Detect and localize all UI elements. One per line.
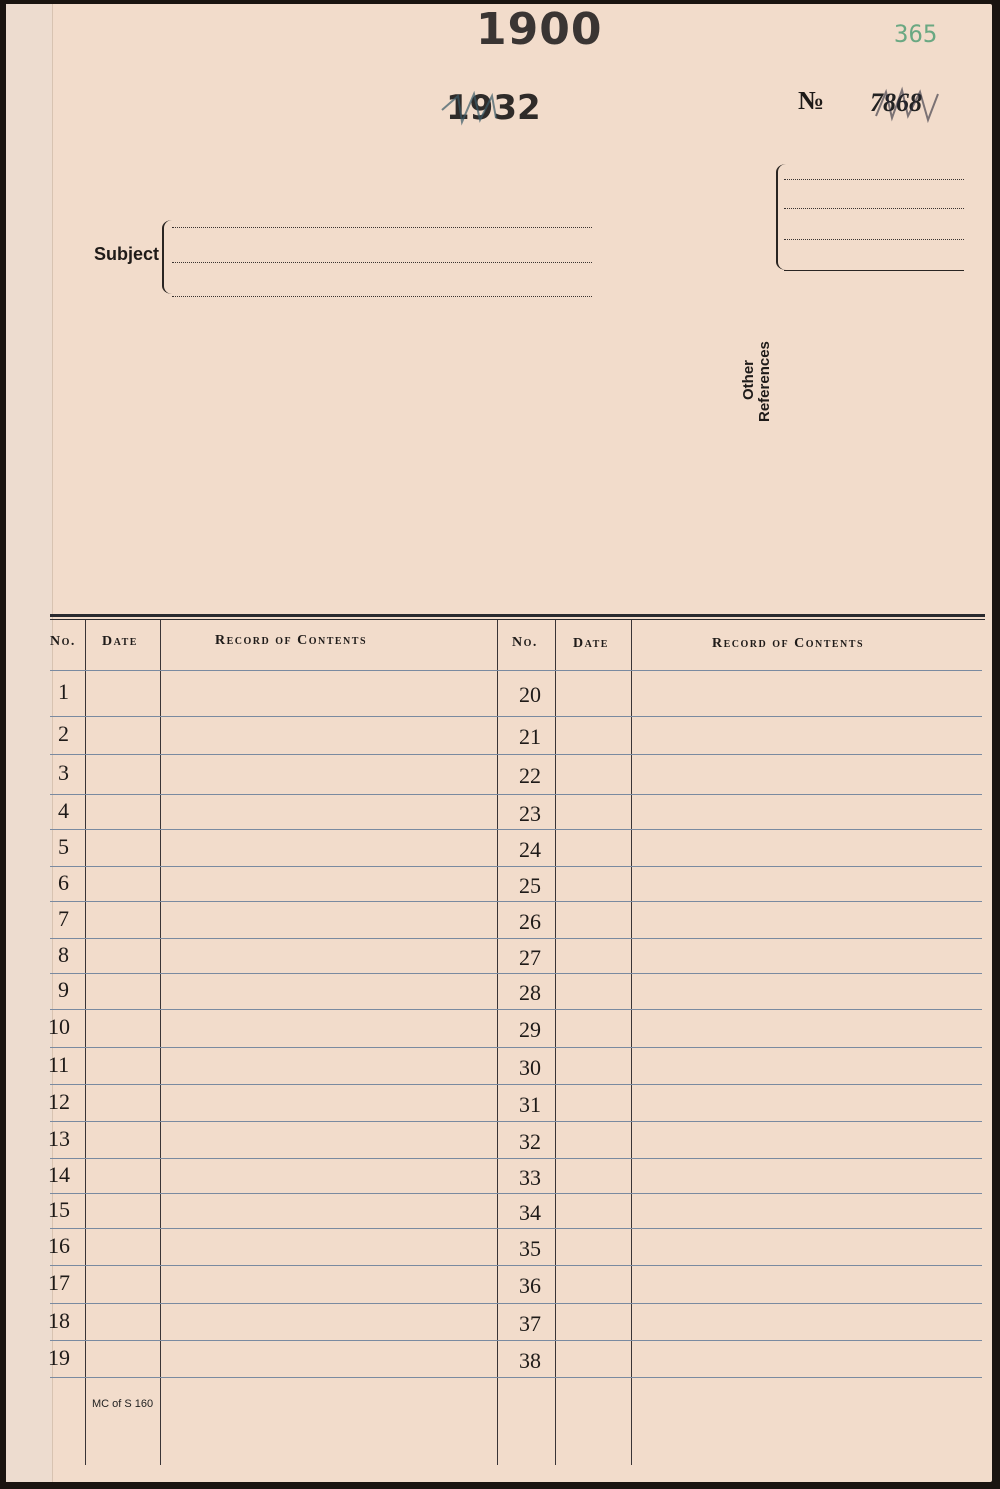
row-rule xyxy=(50,1228,982,1229)
binding-spine xyxy=(6,4,53,1482)
row-rule xyxy=(50,1121,982,1122)
row-rule xyxy=(50,754,982,755)
row-rule xyxy=(50,716,982,717)
row-number: 17 xyxy=(48,1270,70,1295)
row-rule xyxy=(50,794,982,795)
column-divider xyxy=(160,620,161,1465)
header-no: No. xyxy=(50,634,76,649)
row-number: 24 xyxy=(519,836,541,862)
row-number: 23 xyxy=(519,800,541,826)
number-label: № xyxy=(798,86,825,115)
row-number: 36 xyxy=(519,1273,541,1298)
row-number: 34 xyxy=(519,1199,541,1225)
row-rule xyxy=(50,1158,982,1159)
stamp-year: 1900 xyxy=(476,4,603,55)
row-number: 6 xyxy=(58,869,69,895)
row-number: 13 xyxy=(48,1125,70,1151)
row-number: 27 xyxy=(519,944,541,970)
row-number: 20 xyxy=(519,682,541,707)
table-top-rule xyxy=(50,614,985,617)
row-number: 11 xyxy=(48,1051,70,1077)
row-rule xyxy=(50,1340,982,1341)
row-rule xyxy=(50,1265,982,1266)
reference-line xyxy=(784,179,964,180)
scribble-mark xyxy=(440,88,560,128)
row-number: 12 xyxy=(48,1088,70,1114)
row-number: 31 xyxy=(519,1091,541,1117)
row-rule xyxy=(50,1377,982,1378)
row-rule xyxy=(50,973,982,974)
row-number: 25 xyxy=(519,872,541,898)
row-number: 10 xyxy=(48,1014,70,1039)
row-number: 16 xyxy=(48,1232,70,1258)
row-number: 33 xyxy=(519,1164,541,1190)
row-rule xyxy=(50,1193,982,1194)
row-rule xyxy=(50,938,982,939)
column-divider xyxy=(497,620,498,1465)
row-number: 38 xyxy=(519,1347,541,1373)
subject-label: Subject xyxy=(94,244,160,264)
row-number: 30 xyxy=(519,1054,541,1080)
file-year: 1932 xyxy=(446,88,541,128)
header-record: Record of Contents xyxy=(215,633,368,648)
row-rule xyxy=(50,1009,982,1010)
row-rule xyxy=(50,901,982,902)
file-cover xyxy=(6,4,992,1482)
overwrite-mark xyxy=(872,86,942,126)
header-no: No. xyxy=(512,635,538,650)
file-number: 7868 xyxy=(870,88,922,117)
row-number: 35 xyxy=(519,1235,541,1261)
row-number: 5 xyxy=(58,833,69,859)
row-number: 19 xyxy=(48,1344,70,1370)
subject-line xyxy=(172,296,592,297)
row-rule xyxy=(50,829,982,830)
row-number: 1 xyxy=(58,679,69,704)
reference-line xyxy=(784,239,964,240)
row-number: 9 xyxy=(58,977,69,1002)
row-number: 37 xyxy=(519,1310,541,1336)
header-date: Date xyxy=(573,636,609,651)
reference-line xyxy=(784,270,964,271)
row-number: 8 xyxy=(58,941,69,967)
row-rule xyxy=(50,1047,982,1048)
table-top-rule xyxy=(50,619,985,620)
header-record: Record of Contents xyxy=(712,636,865,651)
row-number: 29 xyxy=(519,1017,541,1042)
row-number: 2 xyxy=(58,721,69,746)
row-number: 21 xyxy=(519,724,541,749)
row-number: 15 xyxy=(48,1196,70,1222)
subject-brace xyxy=(162,220,174,294)
subject-line xyxy=(172,262,592,263)
row-number: 3 xyxy=(58,760,69,785)
row-number: 32 xyxy=(519,1128,541,1154)
row-number: 22 xyxy=(519,763,541,788)
other-references-label: Other References xyxy=(740,341,773,422)
row-number: 28 xyxy=(519,980,541,1005)
row-rule xyxy=(50,1084,982,1085)
row-number: 18 xyxy=(48,1307,70,1333)
row-number: 14 xyxy=(48,1161,70,1187)
reference-line xyxy=(784,208,964,209)
row-rule xyxy=(50,866,982,867)
column-divider xyxy=(555,620,556,1465)
row-rule xyxy=(50,670,982,671)
row-number: 4 xyxy=(58,797,69,823)
row-rule xyxy=(50,1303,982,1304)
row-number: 7 xyxy=(58,905,69,931)
column-divider xyxy=(631,620,632,1465)
header-date: Date xyxy=(102,634,138,649)
column-divider xyxy=(85,620,86,1465)
pencil-number: 365 xyxy=(894,20,938,48)
subject-line xyxy=(172,227,592,228)
row-number: 26 xyxy=(519,908,541,934)
form-code: MC of S 160 xyxy=(92,1398,154,1410)
